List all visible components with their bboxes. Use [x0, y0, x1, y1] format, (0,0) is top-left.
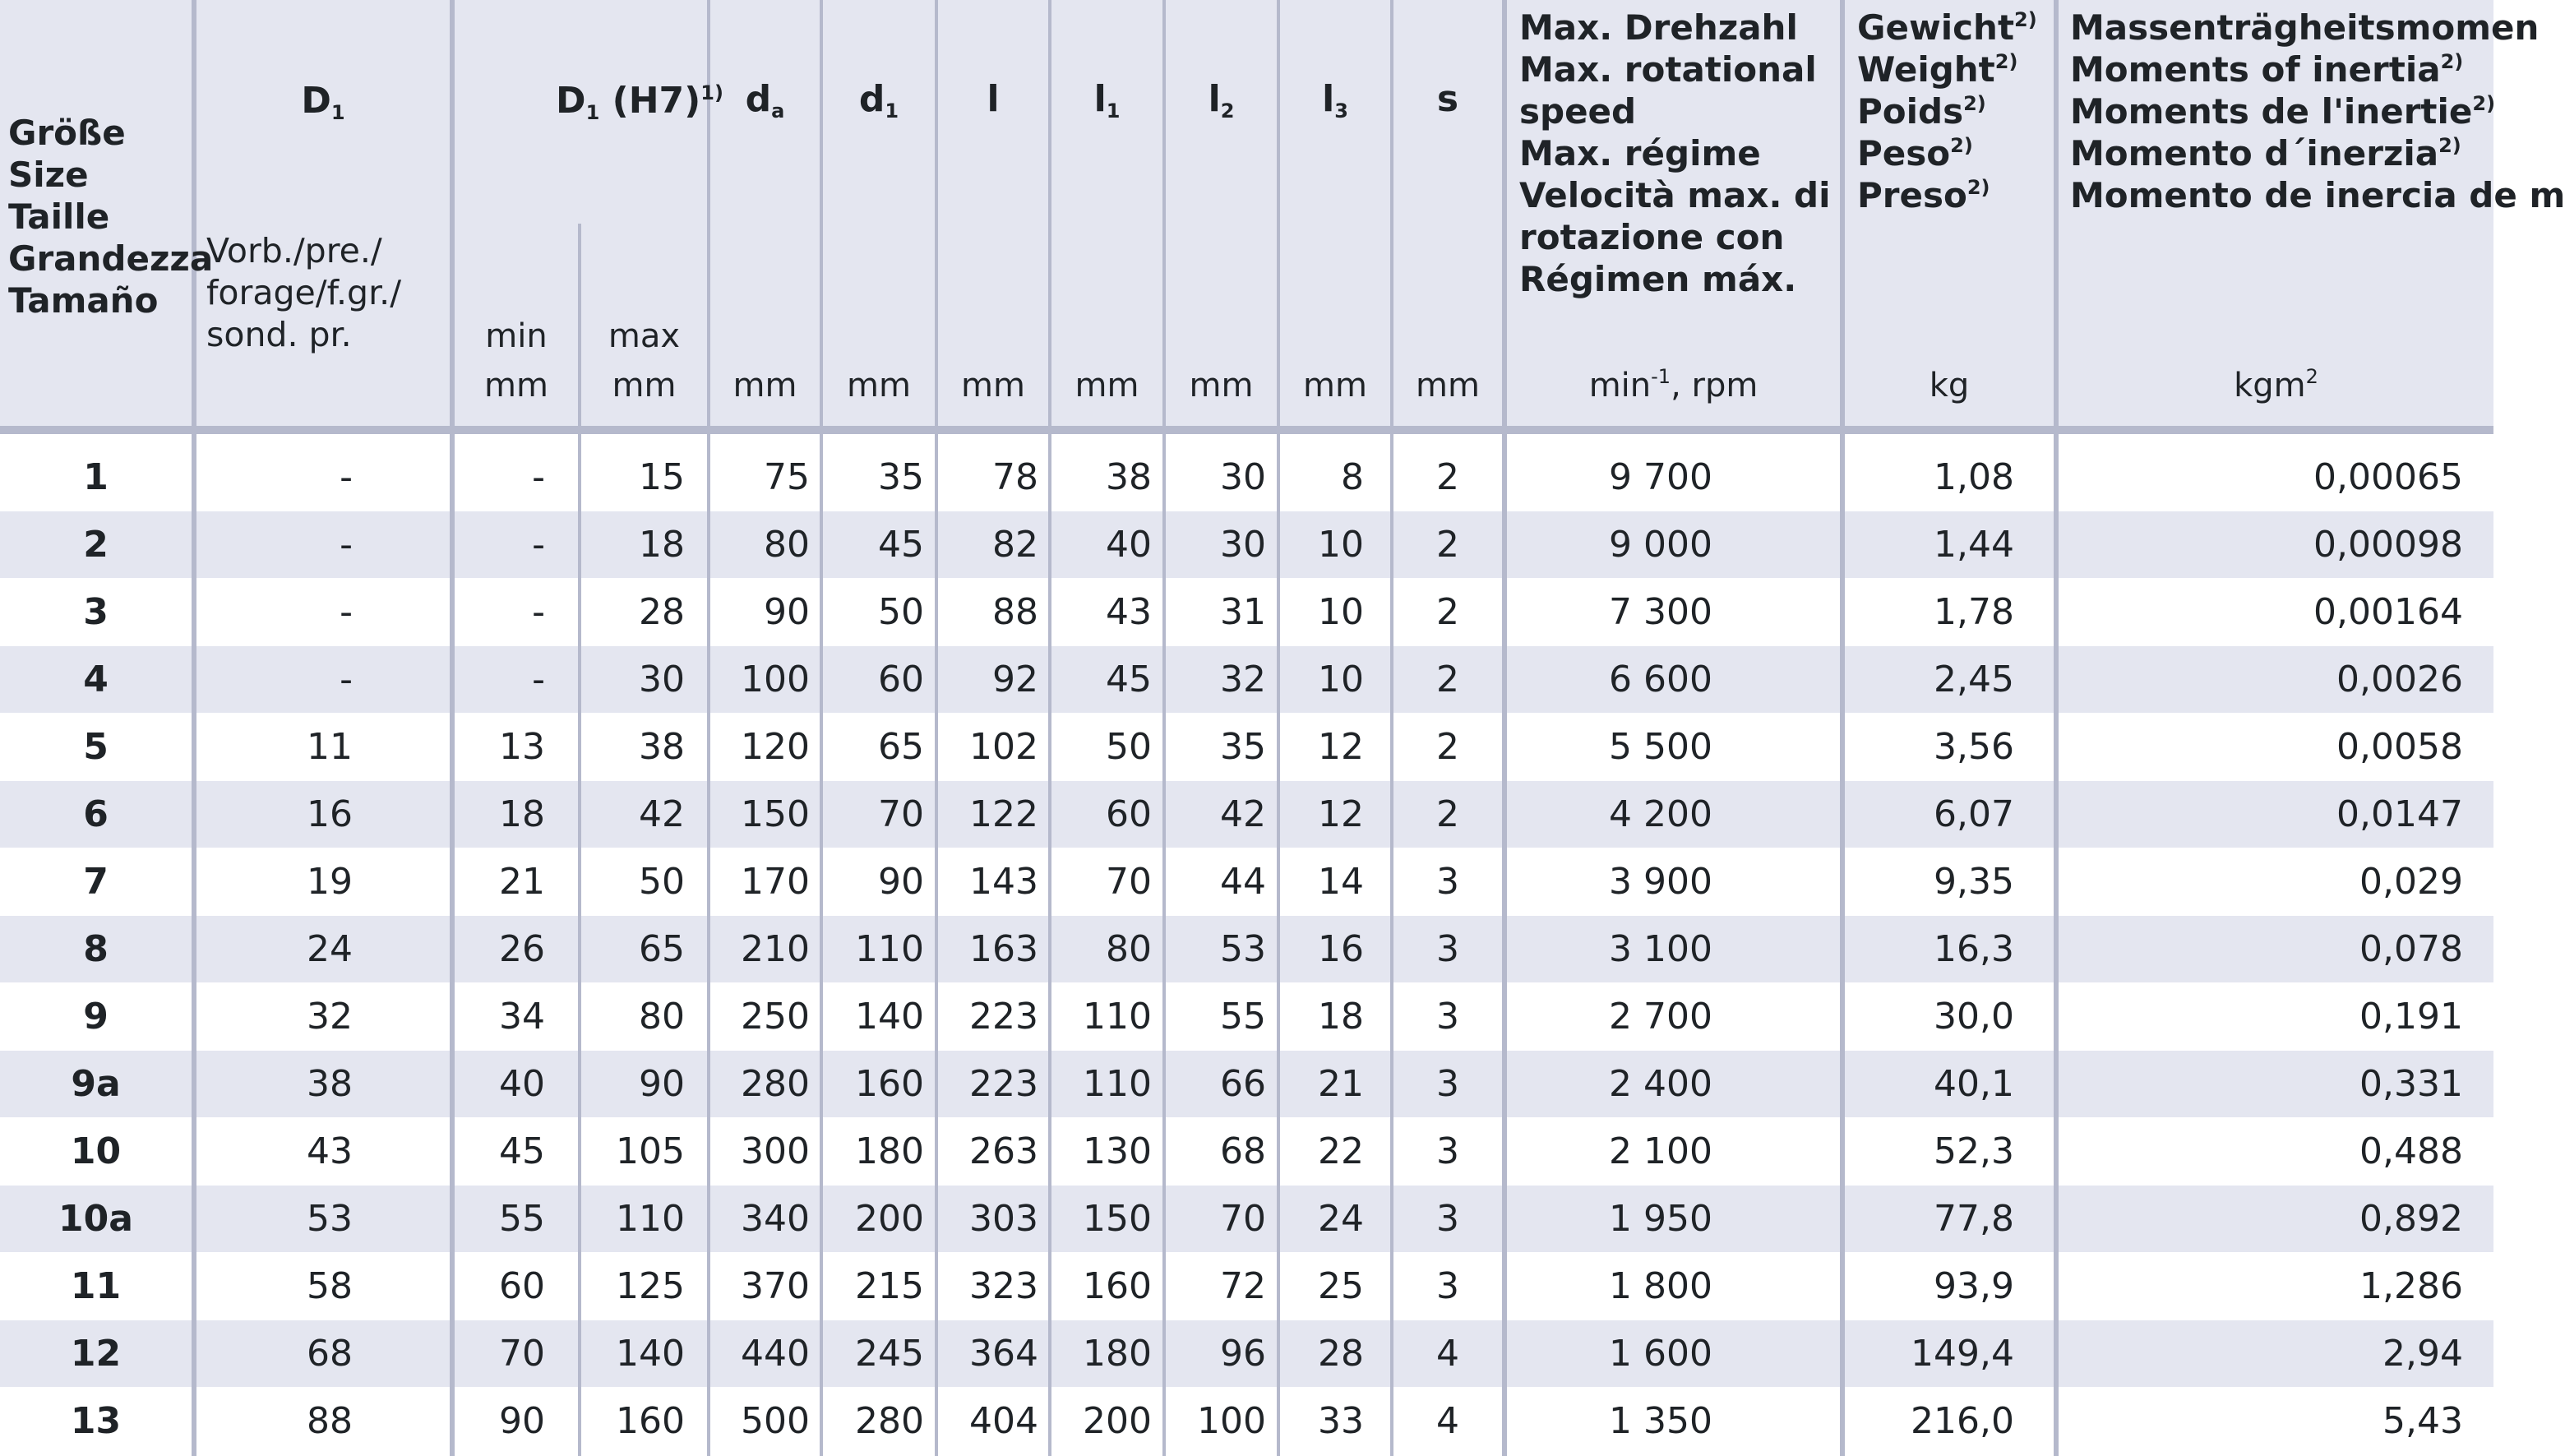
l-cell: 303: [969, 1198, 1038, 1240]
da-cell: 340: [741, 1198, 810, 1240]
d1-max-cell: 90: [639, 1063, 685, 1105]
column-divider: [450, 0, 455, 1456]
d1-pre-cell: 58: [307, 1265, 353, 1307]
size-cell: 4: [83, 659, 109, 700]
weight-cell: 9,35: [1934, 861, 2014, 903]
weight-label-line: Peso$^{2)}$: [1857, 133, 1973, 173]
l3-cell: 22: [1318, 1130, 1364, 1172]
speed-label-line: Max. Drehzahl: [1519, 7, 1798, 48]
l-cell: 122: [969, 793, 1038, 835]
d1-small-cell: 245: [855, 1333, 924, 1375]
speed-label-line: Max. régime: [1519, 133, 1761, 173]
l-cell: 263: [969, 1130, 1038, 1172]
unit-min: mm: [484, 367, 548, 404]
s-cell: 3: [1436, 996, 1459, 1038]
da-cell: 500: [741, 1400, 810, 1442]
l-cell: 223: [969, 1063, 1038, 1105]
size-cell: 10a: [58, 1198, 133, 1240]
speed-label-line: Velocità max. di: [1519, 175, 1831, 215]
l1-cell: 50: [1106, 726, 1152, 768]
d1-min-cell: 18: [499, 793, 545, 835]
d1-max-cell: 140: [616, 1333, 685, 1375]
size-cell: 3: [83, 591, 109, 633]
l-cell: 404: [969, 1400, 1038, 1442]
s-cell: 3: [1436, 861, 1459, 903]
column-divider: [820, 0, 823, 1456]
speed-label-line: rotazione con: [1519, 217, 1785, 257]
l3-cell: 18: [1318, 996, 1364, 1038]
d1-small-cell: 110: [855, 928, 924, 970]
l-cell: 102: [969, 726, 1038, 768]
l2-cell: 66: [1220, 1063, 1266, 1105]
s-cell: 4: [1436, 1400, 1459, 1442]
l2-cell: 72: [1220, 1265, 1266, 1307]
weight-cell: 93,9: [1934, 1265, 2014, 1307]
weight-cell: 16,3: [1934, 928, 2014, 970]
table-row: [0, 579, 2493, 645]
l-cell: 78: [992, 456, 1038, 498]
d1-max-cell: 110: [616, 1198, 685, 1240]
l1-cell: 110: [1083, 1063, 1152, 1105]
d1-max-cell: 42: [639, 793, 685, 835]
column-divider: [1390, 0, 1393, 1456]
table-row: [0, 983, 2493, 1050]
d1-min-cell: 60: [499, 1265, 545, 1307]
size-cell: 8: [83, 928, 109, 970]
d1-min-cell: 26: [499, 928, 545, 970]
s-cell: 4: [1436, 1333, 1459, 1375]
d1-pre-cell: -: [340, 591, 353, 633]
table-row: [0, 511, 2493, 578]
inertia-cell: 0,029: [2359, 861, 2463, 903]
inertia-label-line: Moments of inertia$^{2)}$: [2070, 49, 2464, 90]
inertia-cell: 0,892: [2359, 1198, 2463, 1240]
l3-cell: 12: [1318, 793, 1364, 835]
s-cell: 2: [1436, 726, 1459, 768]
l3-cell: 25: [1318, 1265, 1364, 1307]
d1-min-cell: 40: [499, 1063, 545, 1105]
d1-small-cell: 280: [855, 1400, 924, 1442]
speed-cell: 3 100: [1609, 928, 1712, 970]
table-row: [0, 1320, 2493, 1387]
l1-cell: 60: [1106, 793, 1152, 835]
da-cell: 80: [764, 524, 810, 566]
d1-small-cell: 160: [855, 1063, 924, 1105]
l1-cell: 43: [1106, 591, 1152, 633]
l-cell: 364: [969, 1333, 1038, 1375]
size-cell: 12: [70, 1333, 122, 1375]
l2-cell: 70: [1220, 1198, 1266, 1240]
l3-header: $l_3$: [1322, 78, 1348, 122]
speed-cell: 9 700: [1609, 456, 1712, 498]
d1-pre-cell: 11: [307, 726, 353, 768]
da-cell: 250: [741, 996, 810, 1038]
d1-pre-cell: 53: [307, 1198, 353, 1240]
column-divider: [2054, 0, 2059, 1456]
inertia-cell: 0,0026: [2336, 659, 2463, 700]
table-row: [0, 1186, 2493, 1252]
da-cell: 75: [764, 456, 810, 498]
d1-min-cell: 13: [499, 726, 545, 768]
s-cell: 3: [1436, 1265, 1459, 1307]
weight-label-line: Poids$^{2)}$: [1857, 91, 1986, 132]
column-divider: [578, 429, 581, 1456]
d1-min-cell: 90: [499, 1400, 545, 1442]
l-cell: 88: [992, 591, 1038, 633]
weight-cell: 77,8: [1934, 1198, 2014, 1240]
da-cell: 440: [741, 1333, 810, 1375]
d1-min-cell: 45: [499, 1130, 545, 1172]
l1-cell: 150: [1083, 1198, 1152, 1240]
unit-max: mm: [612, 367, 677, 404]
column-divider: [1162, 0, 1166, 1456]
size-header: [8, 112, 213, 321]
d1-small-cell: 215: [855, 1265, 924, 1307]
l2-cell: 35: [1220, 726, 1266, 768]
d1-header: $D_1$: [301, 80, 345, 124]
d1-max-cell: 125: [616, 1265, 685, 1307]
size-label-fr: Taille: [8, 196, 110, 237]
l-cell: 223: [969, 996, 1038, 1038]
d1-small-cell: 35: [878, 456, 924, 498]
weight-cell: 1,44: [1934, 524, 2014, 566]
d1-small-cell: 50: [878, 591, 924, 633]
speed-header: [1519, 7, 1831, 300]
l2-cell: 96: [1220, 1333, 1266, 1375]
l1-cell: 110: [1083, 996, 1152, 1038]
speed-cell: 2 700: [1609, 996, 1712, 1038]
d1-min-cell: -: [532, 659, 545, 700]
size-cell: 1: [83, 456, 109, 498]
unit-l3: mm: [1303, 367, 1367, 404]
l3-cell: 12: [1318, 726, 1364, 768]
speed-cell: 1 350: [1609, 1400, 1712, 1442]
d1-max-cell: 65: [639, 928, 685, 970]
d1-small-cell: 65: [878, 726, 924, 768]
s-cell: 2: [1436, 793, 1459, 835]
size-cell: 6: [83, 793, 109, 835]
speed-cell: 2 100: [1609, 1130, 1712, 1172]
unit-speed: $\min^{-1}$, rpm: [1588, 365, 1759, 404]
da-cell: 370: [741, 1265, 810, 1307]
size-cell: 7: [83, 861, 109, 903]
inertia-cell: 2,94: [2382, 1333, 2463, 1375]
l2-cell: 68: [1220, 1130, 1266, 1172]
column-divider: [1502, 0, 1507, 1456]
weight-label-line: Preso$^{2)}$: [1857, 175, 1990, 215]
weight-cell: 216,0: [1911, 1400, 2014, 1442]
weight-cell: 40,1: [1934, 1063, 2014, 1105]
d1-pre-cell: 88: [307, 1400, 353, 1442]
l1-cell: 160: [1083, 1265, 1152, 1307]
unit-weight: kg: [1929, 367, 1970, 404]
size-cell: 2: [83, 524, 109, 566]
d1-min-cell: -: [532, 524, 545, 566]
unit-l1: mm: [1075, 367, 1139, 404]
table-row: [0, 1388, 2493, 1454]
s-cell: 3: [1436, 1063, 1459, 1105]
s-header: s: [1436, 78, 1459, 120]
size-label-en: Size: [8, 155, 89, 195]
d1-min-cell: 21: [499, 861, 545, 903]
da-cell: 120: [741, 726, 810, 768]
l1-cell: 40: [1106, 524, 1152, 566]
speed-cell: 5 500: [1609, 726, 1712, 768]
speed-cell: 1 600: [1609, 1333, 1712, 1375]
d1-pre-cell: 19: [307, 861, 353, 903]
l-cell: 82: [992, 524, 1038, 566]
weight-cell: 6,07: [1934, 793, 2014, 835]
speed-label-line: Régimen máx.: [1519, 259, 1797, 299]
l3-cell: 10: [1318, 524, 1364, 566]
l1-cell: 130: [1083, 1130, 1152, 1172]
d1-pre-cell: -: [340, 659, 353, 700]
unit-l: mm: [961, 367, 1025, 404]
l3-cell: 24: [1318, 1198, 1364, 1240]
speed-cell: 9 000: [1609, 524, 1712, 566]
l2-cell: 42: [1220, 793, 1266, 835]
size-cell: 9: [83, 996, 109, 1038]
inertia-cell: 0,00065: [2313, 456, 2463, 498]
inertia-cell: 1,286: [2359, 1265, 2463, 1307]
speed-cell: 2 400: [1609, 1063, 1712, 1105]
weight-cell: 149,4: [1911, 1333, 2014, 1375]
d1-small-cell: 90: [878, 861, 924, 903]
d1-min-cell: 55: [499, 1198, 545, 1240]
unit-inertia: kgm$^2$: [2234, 365, 2318, 404]
unit-l2: mm: [1189, 367, 1254, 404]
s-cell: 3: [1436, 1130, 1459, 1172]
inertia-cell: 0,00164: [2313, 591, 2463, 633]
l2-cell: 31: [1220, 591, 1266, 633]
d1-small-cell: 140: [855, 996, 924, 1038]
d1-max-cell: 105: [616, 1130, 685, 1172]
weight-cell: 1,78: [1934, 591, 2014, 633]
l-cell: 92: [992, 659, 1038, 700]
d1-max-cell: 18: [639, 524, 685, 566]
d1-small-cell: 200: [855, 1198, 924, 1240]
size-cell: 10: [70, 1130, 122, 1172]
table-row: [0, 781, 2493, 848]
table-row: [0, 1253, 2493, 1320]
d1-pre-cell: 68: [307, 1333, 353, 1375]
column-divider: [707, 0, 710, 1456]
l2-cell: 55: [1220, 996, 1266, 1038]
d1-pre-cell: 16: [307, 793, 353, 835]
s-cell: 3: [1436, 1198, 1459, 1240]
table-row: [0, 714, 2493, 780]
l2-header: $l_2$: [1208, 78, 1235, 122]
l1-cell: 200: [1083, 1400, 1152, 1442]
weight-cell: 3,56: [1934, 726, 2014, 768]
l2-cell: 30: [1220, 524, 1266, 566]
l2-cell: 30: [1220, 456, 1266, 498]
d1-small-header: $d_1$: [858, 78, 899, 122]
d1-max-cell: 15: [639, 456, 685, 498]
l1-cell: 45: [1106, 659, 1152, 700]
inertia-cell: 0,331: [2359, 1063, 2463, 1105]
d1-min-cell: -: [532, 591, 545, 633]
speed-cell: 4 200: [1609, 793, 1712, 835]
inertia-cell: 5,43: [2382, 1400, 2463, 1442]
speed-cell: 1 800: [1609, 1265, 1712, 1307]
l1-cell: 70: [1106, 861, 1152, 903]
d1-h7-header: $D_1$ $(H7)^{1)}$: [556, 80, 723, 124]
table-row: [0, 916, 2493, 982]
weight-header: [1857, 7, 2037, 216]
speed-label-line: Max. rotational: [1519, 49, 1817, 90]
d1-pre-cell: 38: [307, 1063, 353, 1105]
d1-pre-cell: 24: [307, 928, 353, 970]
d1-small-cell: 180: [855, 1130, 924, 1172]
inertia-label-line: Moments de l'inertie$^{2)}$: [2070, 91, 2496, 132]
inertia-cell: 0,00098: [2313, 524, 2463, 566]
d1-pre-cell: 32: [307, 996, 353, 1038]
d1-pre-cell: 43: [307, 1130, 353, 1172]
table-row: [0, 848, 2493, 915]
l-cell: 323: [969, 1265, 1038, 1307]
d1-min-cell: 70: [499, 1333, 545, 1375]
s-cell: 2: [1436, 591, 1459, 633]
l1-cell: 80: [1106, 928, 1152, 970]
d1-small-cell: 45: [878, 524, 924, 566]
d1-max-cell: 38: [639, 726, 685, 768]
s-cell: 3: [1436, 928, 1459, 970]
max-label: max: [608, 317, 681, 355]
inertia-cell: 0,0058: [2336, 726, 2463, 768]
l1-cell: 180: [1083, 1333, 1152, 1375]
inertia-cell: 0,488: [2359, 1130, 2463, 1172]
d1-max-cell: 50: [639, 861, 685, 903]
weight-cell: 52,3: [1934, 1130, 2014, 1172]
l3-cell: 28: [1318, 1333, 1364, 1375]
table-row: [0, 1118, 2493, 1185]
d1-pre-cell: -: [340, 524, 353, 566]
size-label-de: Größe: [8, 113, 126, 153]
column-divider: [1277, 0, 1280, 1456]
min-label: min: [485, 317, 548, 355]
l3-cell: 14: [1318, 861, 1364, 903]
l2-cell: 53: [1220, 928, 1266, 970]
l3-cell: 10: [1318, 591, 1364, 633]
size-cell: 11: [70, 1265, 122, 1307]
l3-cell: 8: [1341, 456, 1364, 498]
l2-cell: 32: [1220, 659, 1266, 700]
d1-small-cell: 70: [878, 793, 924, 835]
l-header: l: [987, 78, 1000, 120]
d1-pre-cell: -: [340, 456, 353, 498]
d1-min-cell: 34: [499, 996, 545, 1038]
d1-max-cell: 80: [639, 996, 685, 1038]
da-cell: 300: [741, 1130, 810, 1172]
column-divider: [1048, 0, 1051, 1456]
size-cell: 5: [83, 726, 109, 768]
inertia-cell: 0,0147: [2336, 793, 2463, 835]
d1-max-cell: 160: [616, 1400, 685, 1442]
size-label-es: Tamaño: [8, 280, 159, 321]
da-cell: 150: [741, 793, 810, 835]
inertia-header: [2070, 7, 2565, 216]
inertia-label-line: Momento de inercia de m: [2070, 175, 2565, 215]
da-header: $d_a$: [745, 78, 785, 122]
inertia-cell: 0,078: [2359, 928, 2463, 970]
column-divider: [935, 0, 938, 1456]
table-row: [0, 1051, 2493, 1117]
s-cell: 2: [1436, 524, 1459, 566]
d1-max-cell: 28: [639, 591, 685, 633]
inertia-label-line: Momento d´inerzia$^{2)}$: [2070, 133, 2461, 173]
da-cell: 280: [741, 1063, 810, 1105]
l3-cell: 10: [1318, 659, 1364, 700]
size-cell: 9a: [71, 1063, 121, 1105]
unit-s: mm: [1416, 367, 1480, 404]
da-cell: 90: [764, 591, 810, 633]
speed-cell: 7 300: [1609, 591, 1712, 633]
speed-cell: 3 900: [1609, 861, 1712, 903]
size-label-it: Grandezza: [8, 238, 214, 279]
s-cell: 2: [1436, 456, 1459, 498]
l2-cell: 100: [1197, 1400, 1266, 1442]
weight-cell: 1,08: [1934, 456, 2014, 498]
l1-header: $l_1$: [1093, 78, 1121, 122]
l3-cell: 21: [1318, 1063, 1364, 1105]
table-row: [0, 646, 2493, 713]
inertia-label-line: Massenträgheitsmomen: [2070, 7, 2540, 48]
l3-cell: 33: [1318, 1400, 1364, 1442]
header-divider: [0, 426, 2493, 434]
l-cell: 143: [969, 861, 1038, 903]
s-cell: 2: [1436, 659, 1459, 700]
l1-cell: 38: [1106, 456, 1152, 498]
weight-label-line: Weight$^{2)}$: [1857, 49, 2018, 90]
unit-da: mm: [733, 367, 797, 404]
weight-cell: 2,45: [1934, 659, 2014, 700]
inertia-cell: 0,191: [2359, 996, 2463, 1038]
column-divider: [1840, 0, 1845, 1456]
speed-cell: 6 600: [1609, 659, 1712, 700]
l3-cell: 16: [1318, 928, 1364, 970]
weight-label-line: Gewicht$^{2)}$: [1857, 7, 2037, 48]
d1-small-cell: 60: [878, 659, 924, 700]
da-cell: 100: [741, 659, 810, 700]
speed-cell: 1 950: [1609, 1198, 1712, 1240]
table-row: [0, 444, 2493, 511]
d1-max-cell: 30: [639, 659, 685, 700]
l2-cell: 44: [1220, 861, 1266, 903]
da-cell: 210: [741, 928, 810, 970]
weight-cell: 30,0: [1934, 996, 2014, 1038]
da-cell: 170: [741, 861, 810, 903]
l-cell: 163: [969, 928, 1038, 970]
d1-min-cell: -: [532, 456, 545, 498]
size-cell: 13: [70, 1400, 122, 1442]
unit-d1: mm: [847, 367, 911, 404]
d1-note: Vorb./pre./ forage/f.gr./ sond. pr.: [206, 231, 402, 354]
speed-label-line: speed: [1519, 91, 1637, 132]
